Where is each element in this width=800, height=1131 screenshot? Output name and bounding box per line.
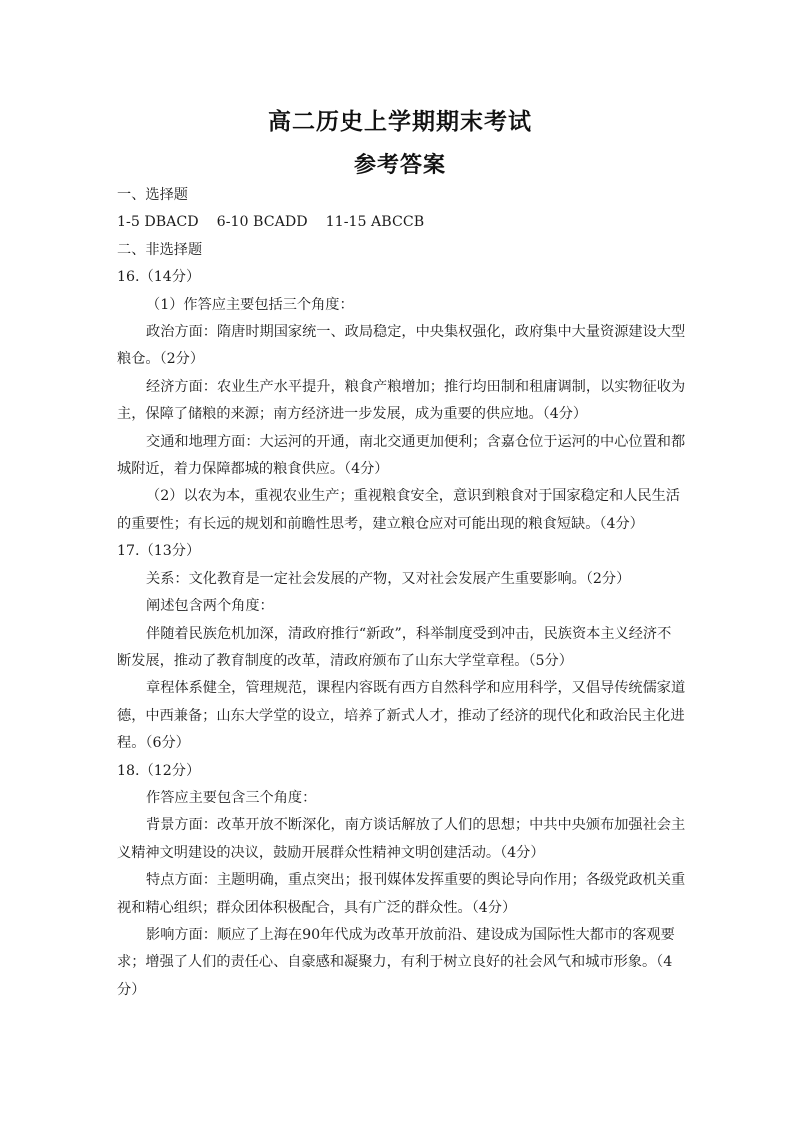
page-title: 高二历史上学期期末考试 [268,109,532,135]
q17-point2-line-1: 章程体系健全，管理规范，课程内容既有西方自然科学和应用科学，又倡导传统儒家道 [146,680,686,697]
answer-content [117,182,687,1004]
q18-impact-line-1: 影响方面：顺应了上海在90年代成为改革开放前沿、建设成为国际性大都市的客观要 [146,926,675,943]
question-18-label: 18.（12分） [117,762,201,779]
q18-features-line-1: 特点方面：主题明确，重点突出；报刊媒体发挥重要的舆论导向作用；各级党政机关重 [146,872,686,889]
q17-elaborate-intro: 阐述包含两个角度： [146,598,274,615]
q16-geography-line-2: 城附近，着力保障都城的粮食供应。（4分） [117,461,389,478]
q16-part2-line-2: 的重要性；有长远的规划和前瞻性思考，建立粮仓应对可能出现的粮食短缺。（4分） [117,515,644,532]
q18-impact-line-2: 求；增强了人们的责任心、自豪感和凝聚力，有利于树立良好的社会风气和城市形象。（4 [117,954,673,971]
q16-political-line-1: 政治方面：隋唐时期国家统一、政局稳定，中央集权强化，政府集中大量资源建设大型 [146,324,686,341]
multiple-choice-answers: 1-5 DBACD 6-10 BCADD 11-15 ABCCB [117,214,425,231]
q17-point2-line-3: 程。（6分） [117,735,190,752]
q18-impact-line-3: 分） [117,981,146,998]
question-16-label: 16.（14分） [117,269,201,286]
page-subtitle: 参考答案 [353,153,446,178]
q16-geography-line-1: 交通和地理方面：大运河的开通，南北交通更加便利；含嘉仓位于运河的中心位置和都 [146,433,686,450]
question-17-label: 17.（13分） [117,543,201,560]
q18-background-line-2: 义精神文明建设的决议，鼓励开展群众性精神文明创建活动。（4分） [117,844,545,861]
q17-relation: 关系：文化教育是一定社会发展的产物，又对社会发展产生重要影响。（2分） [146,570,631,587]
q18-intro: 作答应主要包含三个角度： [146,789,317,806]
q16-part1-intro: （1）作答应主要包括三个角度： [146,296,354,313]
q18-background-line-1: 背景方面：改革开放不断深化，南方谈话解放了人们的思想；中共中央颁布加强社会主 [146,817,686,834]
q17-point2-line-2: 德，中西兼备；山东大学堂的设立，培养了新式人才，推动了经济的现代化和政治民主化进 [117,707,685,724]
section-heading-non-choice: 二、非选择题 [117,241,203,258]
q16-economic-line-1: 经济方面：农业生产水平提升，粮食产粮增加；推行均田制和租庸调制，以实物征收为 [146,378,686,395]
q16-part2-line-1: （2）以农为本，重视农业生产；重视粮食安全，意识到粮食对于国家稳定和人民生活 [146,488,680,505]
q17-point1-line-2: 断发展，推动了教育制度的改革，清政府颁布了山东大学堂章程。（5分） [117,652,573,669]
section-heading-multiple-choice: 一、选择题 [117,187,188,203]
q18-features-line-2: 视和精心组织；群众团体积极配合，具有广泛的群众性。（4分） [117,899,517,916]
q16-economic-line-2: 主，保障了储粮的来源；南方经济进一步发展，成为重要的供应地。（4分） [117,406,588,423]
q16-political-line-2: 粮仓。（2分） [117,351,205,368]
q17-point1-line-1: 伴随着民族危机加深，清政府推行“新政”，科举制度受到冲击，民族资本主义经济不 [146,625,672,642]
